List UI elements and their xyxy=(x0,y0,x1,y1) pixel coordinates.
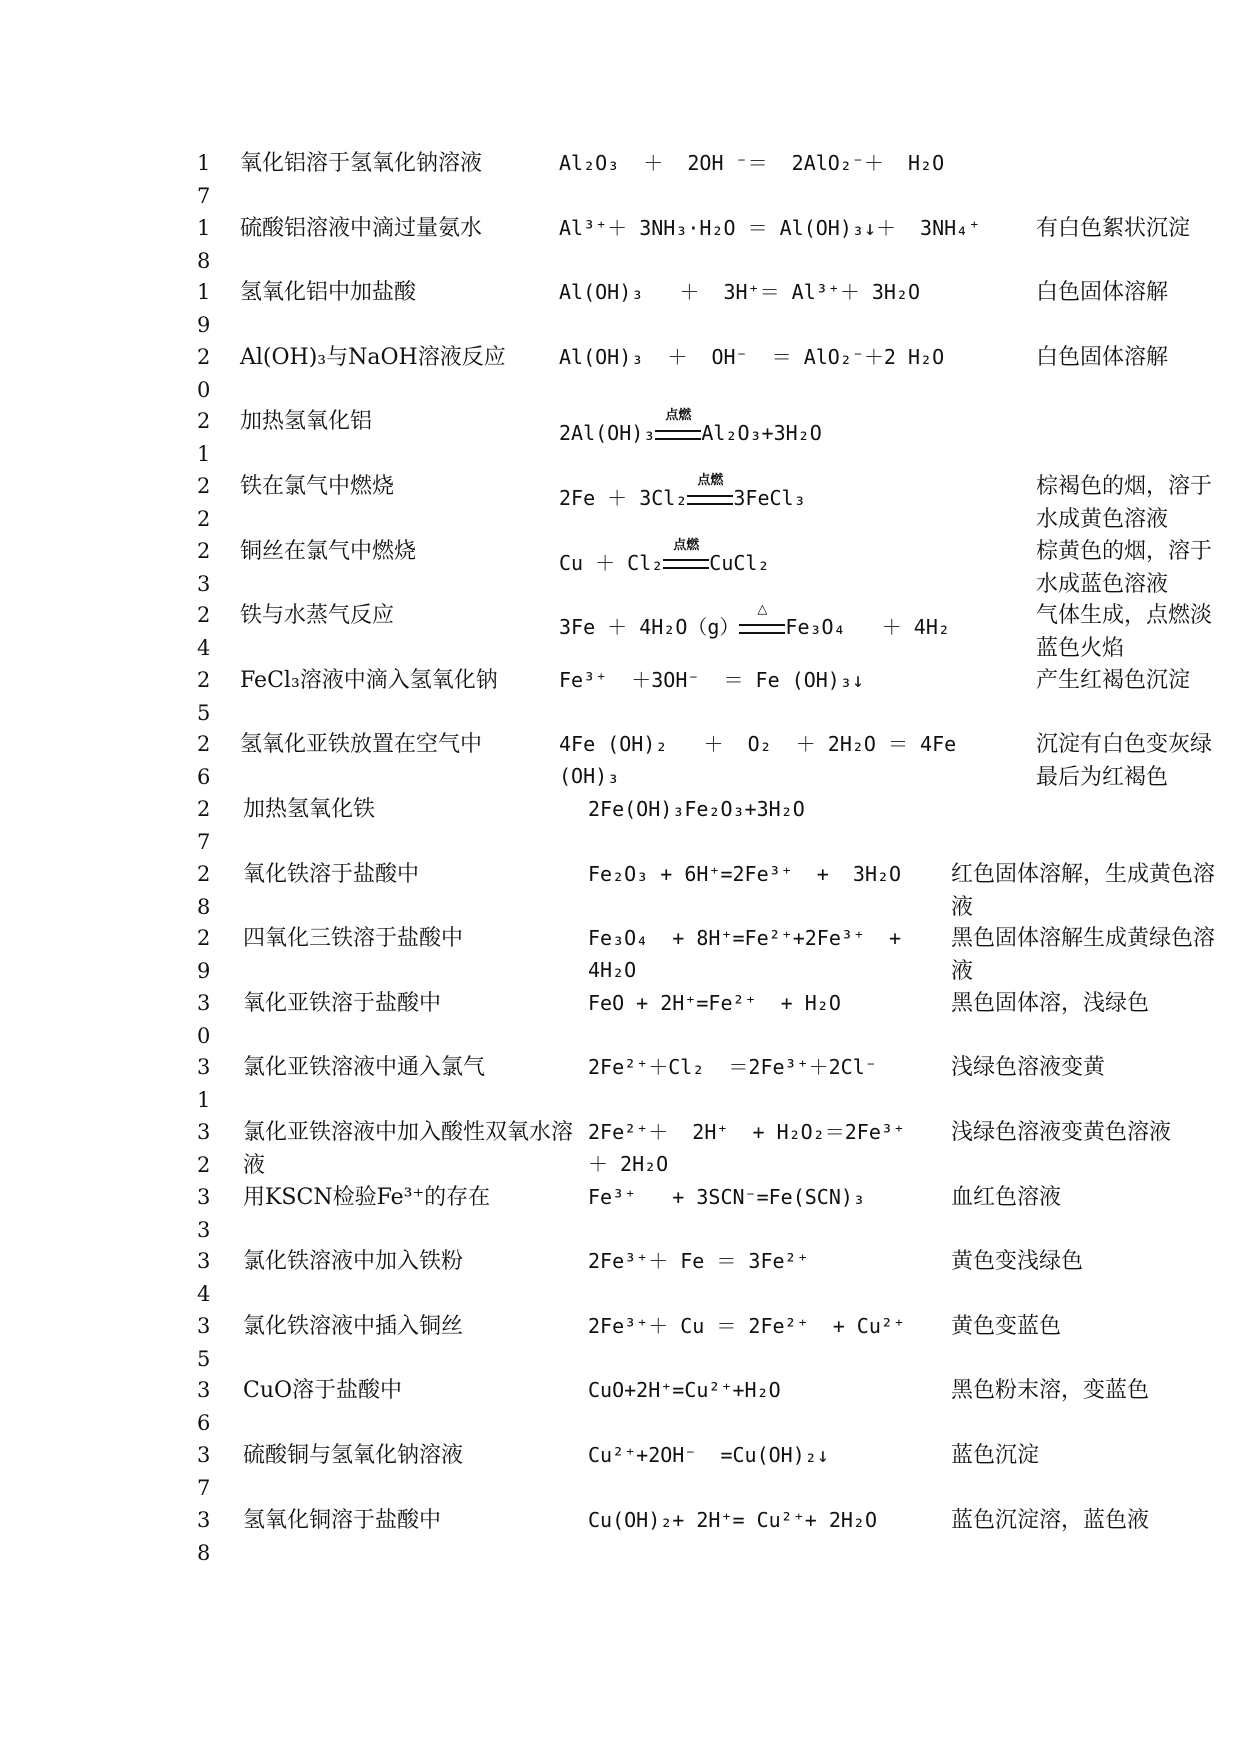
reaction-name: 氧化铁溶于盐酸中 xyxy=(243,861,420,887)
reaction-equation xyxy=(588,1439,923,1471)
reaction-name: 氯化铁溶液中加入铁粉 xyxy=(243,1249,464,1275)
reaction-equation xyxy=(559,212,989,244)
observation: 气体生成，点燃淡蓝色火焰 xyxy=(1036,603,1213,662)
reaction-name: 铜丝在氯气中燃烧 xyxy=(240,538,417,564)
reaction-equation xyxy=(559,473,989,514)
observation: 浅绿色溶液变黄色溶液 xyxy=(951,1120,1172,1145)
equation-reactants: Al(OH)₃ ＋ OH⁻ ＝ AlO₂⁻＋2 H₂O xyxy=(559,344,945,369)
observation: 血红色溶液 xyxy=(951,1184,1062,1210)
reaction-row xyxy=(0,1116,1240,1180)
reaction-equation xyxy=(588,1374,923,1406)
reaction-row xyxy=(0,1051,1240,1115)
row-number: 26 xyxy=(197,732,211,790)
reaction-row xyxy=(0,793,1240,857)
equation-reactants: 2Al(OH)₃ xyxy=(559,421,656,446)
equation-reactants: 2Fe²⁺＋ 2H⁺ + H₂O₂＝2Fe³⁺ ＋ 2H₂O xyxy=(588,1120,917,1176)
observation: 有白色絮状沉淀 xyxy=(1036,215,1191,241)
equation-reactants: Al³⁺＋ 3NH₃·H₂O ＝ Al(OH)₃↓＋ 3NH₄⁺ xyxy=(559,215,981,240)
row-number: 20 xyxy=(197,344,211,402)
reaction-equation xyxy=(559,276,989,308)
equation-reactants: Fe³⁺ ＋3OH⁻ ＝ Fe (OH)₃↓ xyxy=(559,667,864,692)
reaction-name: 硫酸铝溶液中滴过量氨水 xyxy=(240,215,483,241)
reaction-row xyxy=(0,1504,1240,1568)
reaction-equation xyxy=(559,602,989,643)
reaction-row xyxy=(0,405,1240,469)
row-number: 23 xyxy=(197,538,211,596)
condition-label: 点燃 xyxy=(697,473,724,488)
row-number: 29 xyxy=(197,926,211,984)
reaction-equation xyxy=(588,1181,923,1213)
row-number: 21 xyxy=(197,409,211,467)
reaction-name: 铁在氯气中燃烧 xyxy=(240,474,395,499)
reaction-equation xyxy=(588,858,923,890)
equation-reactants: Al₂O₃ ＋ 2OH ⁻＝ 2AlO₂⁻＋ H₂O xyxy=(559,151,945,175)
reaction-name: 氢氧化亚铁放置在空气中 xyxy=(240,732,483,758)
observation: 黑色粉末溶，变蓝色 xyxy=(951,1378,1150,1404)
reaction-name: 氯化铁溶液中插入铜丝 xyxy=(243,1313,464,1339)
equation-reactants: Fe³⁺ + 3SCN⁻=Fe(SCN)₃ xyxy=(588,1184,865,1209)
row-number: 38 xyxy=(197,1507,211,1565)
equation-reactants: Cu(OH)₂+ 2H⁺= Cu²⁺+ 2H₂O xyxy=(588,1507,877,1532)
reaction-condition xyxy=(663,537,709,579)
row-number: 34 xyxy=(197,1249,211,1307)
observation: 蓝色沉淀 xyxy=(951,1443,1040,1468)
observation: 浅绿色溶液变黄 xyxy=(951,1055,1106,1081)
equals-bar-icon xyxy=(687,495,733,505)
reaction-row xyxy=(0,664,1240,728)
row-number: 17 xyxy=(197,151,211,208)
observation: 黄色变蓝色 xyxy=(951,1313,1062,1339)
row-number: 25 xyxy=(197,667,211,725)
reaction-row xyxy=(0,922,1240,986)
observation: 白色固体溶解 xyxy=(1036,280,1169,306)
reaction-condition xyxy=(655,408,701,449)
observation: 黑色固体溶解生成黄绿色溶液 xyxy=(951,926,1216,985)
reaction-name: 四氧化三铁溶于盐酸中 xyxy=(243,926,464,952)
reaction-name: 氢氧化铝中加盐酸 xyxy=(240,280,417,306)
reaction-row xyxy=(0,1245,1240,1309)
reaction-row xyxy=(0,1374,1240,1438)
reaction-equation xyxy=(588,1245,923,1277)
reaction-equation xyxy=(559,341,989,373)
condition-label: 点燃 xyxy=(665,408,692,424)
equation-reactants: Cu²⁺+2OH⁻ =Cu(OH)₂↓ xyxy=(588,1443,829,1467)
equation-reactants: Al(OH)₃ ＋ 3H⁺＝ Al³⁺＋ 3H₂O xyxy=(559,280,921,305)
reaction-equation xyxy=(559,537,989,579)
equation-reactants: 2Fe(OH)₃Fe₂O₃+3H₂O xyxy=(588,797,805,821)
equation-reactants: Cu ＋ Cl₂ xyxy=(559,550,664,575)
row-number: 33 xyxy=(197,1184,211,1242)
reaction-equation xyxy=(588,922,923,986)
equation-reactants: FeO + 2H⁺=Fe²⁺ + H₂O xyxy=(588,990,841,1015)
reaction-row xyxy=(0,470,1240,534)
row-number: 35 xyxy=(197,1313,211,1371)
observation: 黄色变浅绿色 xyxy=(951,1249,1084,1275)
observation: 红色固体溶解，生成黄色溶液 xyxy=(951,861,1216,920)
row-number: 27 xyxy=(197,797,211,854)
reaction-name: 氧化铝溶于氢氧化钠溶液 xyxy=(240,151,483,176)
row-number: 24 xyxy=(197,603,211,661)
reaction-condition xyxy=(739,602,785,643)
row-number: 19 xyxy=(197,280,211,338)
equation-reactants: CuO+2H⁺=Cu²⁺+H₂O xyxy=(588,1378,781,1403)
reaction-row xyxy=(0,987,1240,1051)
reaction-name: 用KSCN检验Fe³⁺的存在 xyxy=(243,1184,491,1210)
equation-reactants: Fe₂O₃ + 6H⁺=2Fe³⁺ + 3H₂O xyxy=(588,861,902,886)
observation: 黑色固体溶，浅绿色 xyxy=(951,990,1150,1016)
row-number: 30 xyxy=(197,990,211,1048)
condition-label: △ xyxy=(757,602,768,618)
observation: 产生红褐色沉淀 xyxy=(1036,667,1191,693)
equation-products: CuCl₂ xyxy=(709,550,770,575)
observation: 棕褐色的烟，溶于水成黄色溶液 xyxy=(1036,474,1213,532)
reaction-equation xyxy=(588,987,923,1019)
reaction-equation xyxy=(559,408,989,449)
reaction-row xyxy=(0,728,1240,792)
equation-reactants: 2Fe ＋ 3Cl₂ xyxy=(559,486,688,510)
observation: 沉淀有白色变灰绿最后为红褐色 xyxy=(1036,732,1213,791)
reaction-name: Al(OH)₃与NaOH溶液反应 xyxy=(240,344,506,370)
equation-reactants: Fe₃O₄ + 8H⁺=Fe²⁺+2Fe³⁺ + 4H₂O xyxy=(588,926,914,983)
equation-products: 3FeCl₃ xyxy=(733,486,806,510)
reaction-row xyxy=(0,858,1240,922)
reaction-equation xyxy=(559,664,989,696)
reaction-equation xyxy=(559,147,989,179)
reaction-row xyxy=(0,147,1240,211)
reaction-row xyxy=(0,599,1240,663)
reaction-equation xyxy=(588,1051,923,1083)
reaction-row xyxy=(0,1310,1240,1374)
reaction-name: 氧化亚铁溶于盐酸中 xyxy=(243,990,442,1016)
reaction-name: FeCl₃溶液中滴入氢氧化钠 xyxy=(240,667,498,693)
equation-reactants: 2Fe²⁺＋Cl₂ ＝2Fe³⁺＋2Cl⁻ xyxy=(588,1055,877,1080)
observation: 棕黄色的烟，溶于水成蓝色溶液 xyxy=(1036,538,1213,597)
reaction-name: 加热氢氧化铝 xyxy=(240,409,373,435)
reaction-row xyxy=(0,535,1240,599)
reaction-row xyxy=(0,276,1240,340)
reaction-row xyxy=(0,1439,1240,1503)
reaction-name: 氯化亚铁溶液中通入氯气 xyxy=(243,1055,486,1081)
reaction-equation xyxy=(588,793,923,825)
condition-label: 点燃 xyxy=(673,537,700,553)
equals-bar-icon xyxy=(663,559,709,569)
row-number: 18 xyxy=(197,215,211,273)
reaction-name: 铁与水蒸气反应 xyxy=(240,603,395,629)
equation-products: Fe₃O₄ ＋ 4H₂ xyxy=(785,615,950,640)
reaction-condition xyxy=(687,473,733,514)
reaction-equation xyxy=(588,1116,923,1180)
row-number: 37 xyxy=(197,1443,211,1500)
reaction-name: CuO溶于盐酸中 xyxy=(243,1378,403,1404)
equation-reactants: 2Fe³⁺＋ Cu ＝ 2Fe²⁺ + Cu²⁺ xyxy=(588,1313,905,1338)
row-number: 28 xyxy=(197,861,211,919)
row-number: 36 xyxy=(197,1378,211,1436)
reaction-row xyxy=(0,1181,1240,1245)
reaction-row xyxy=(0,341,1240,405)
row-number: 32 xyxy=(197,1120,211,1177)
reaction-name: 氯化亚铁溶液中加入酸性双氧水溶液 xyxy=(243,1120,574,1178)
equation-reactants: 3Fe ＋ 4H₂O（g） xyxy=(559,615,740,640)
row-number: 31 xyxy=(197,1055,211,1113)
reaction-name: 氢氧化铜溶于盐酸中 xyxy=(243,1507,442,1533)
equals-bar-icon xyxy=(739,624,785,634)
row-number: 22 xyxy=(197,474,211,531)
equation-reactants: 4Fe (OH)₂ ＋ O₂ ＋ 2H₂O ＝ 4Fe (OH)₃ xyxy=(559,732,969,789)
observation: 蓝色沉淀溶，蓝色液 xyxy=(951,1507,1150,1533)
reaction-name: 加热氢氧化铁 xyxy=(243,797,376,822)
reaction-equation xyxy=(559,728,989,792)
reaction-name: 硫酸铜与氢氧化钠溶液 xyxy=(243,1443,464,1468)
observation: 白色固体溶解 xyxy=(1036,344,1169,370)
reaction-row xyxy=(0,212,1240,276)
reaction-equation xyxy=(588,1310,923,1342)
equation-products: Al₂O₃+3H₂O xyxy=(701,421,822,446)
reaction-equation xyxy=(588,1504,923,1536)
equation-reactants: 2Fe³⁺＋ Fe ＝ 3Fe²⁺ xyxy=(588,1249,809,1274)
equals-bar-icon xyxy=(655,430,701,440)
